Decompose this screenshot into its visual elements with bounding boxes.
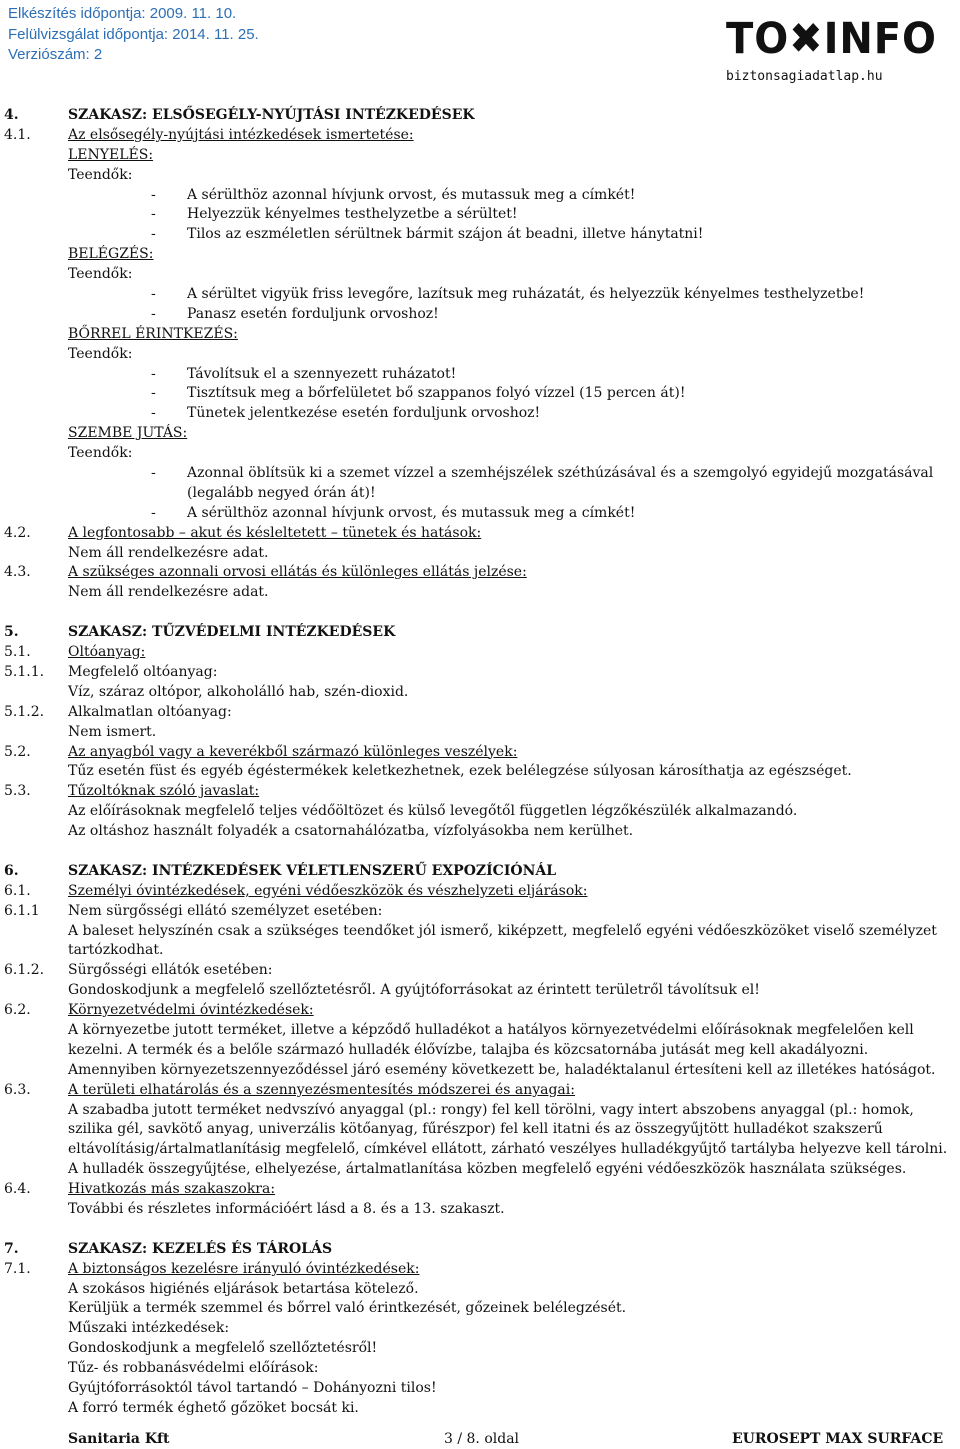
line-text: Kerüljük a termék szemmel és bőrrel való érintkezését, gőzeinek belélegzését. <box>68 1300 627 1317</box>
bullet-dash: - <box>151 206 156 223</box>
line-number: 6.1. <box>4 882 31 899</box>
line-text: Gondoskodjunk a megfelelő szellőztetésről. A gyújtóforrásokat az érintett területről távolítsuk el! <box>68 982 760 999</box>
line-text: Az oltáshoz használt folyadék a csatornahálózatba, vízfolyásokba nem kerülhet. <box>68 823 634 840</box>
line-text: Nem áll rendelkezésre adat. <box>68 544 269 561</box>
line-number: 5.2. <box>4 743 31 760</box>
text-line <box>0 723 960 743</box>
line-text: A baleset helyszínén csak a szükséges teendőket jól ismerő, kiképzett, megfelelő egyéni védőeszközöket viselő személyzet <box>68 922 937 939</box>
line-text: Az elsősegély-nyújtási intézkedések ismertetése: <box>68 126 414 143</box>
line-text: A sérülthöz azonnal hívjunk orvost, és mutassuk meg a címkét! <box>187 186 636 203</box>
text-line <box>0 583 960 603</box>
logo-subtitle: biztonsagiadatlap.hu <box>726 69 883 84</box>
line-text: Gyújtóforrásoktól távol tartandó – Dohányozni tilos! <box>68 1380 437 1396</box>
text-line <box>0 902 960 922</box>
line-text: A sérülthöz azonnal hívjunk orvost, és mutassuk meg a címkét! <box>187 504 636 521</box>
line-number: 6.2. <box>4 1002 31 1019</box>
blank-line <box>0 842 960 862</box>
line-text: Nem áll rendelkezésre adat. <box>68 584 269 601</box>
text-line <box>0 1200 960 1220</box>
text-line <box>0 762 960 782</box>
line-text: További és részletes információért lásd a 8. és a 13. szakaszt. <box>68 1200 505 1217</box>
text-line <box>0 683 960 703</box>
line-text: (legalább negyed órán át)! <box>187 484 376 501</box>
line-text: Teendők: <box>68 266 133 283</box>
line-number: 7.1. <box>4 1260 31 1277</box>
line-text: kezelni. A termék és a belőle származó hulladék élővízbe, talajba és közcsatornába jutását meg kell akadályozni. <box>68 1041 869 1058</box>
text-line <box>0 504 960 524</box>
section-heading <box>0 106 960 126</box>
text-line <box>0 384 960 404</box>
line-number: 5. <box>4 624 19 641</box>
text-line <box>0 941 960 961</box>
line-number: 5.1. <box>4 644 31 661</box>
footer-page-number: 3 / 8. oldal <box>444 1431 520 1447</box>
line-text: Helyezzük kényelmes testhelyzetbe a sérültet! <box>187 206 518 223</box>
text-line <box>0 1339 960 1359</box>
creation-date: Elkészítés időpontja: 2009. 11. 10. <box>8 5 237 22</box>
line-text: SZAKASZ: TŰZVÉDELMI INTÉZKEDÉSEK <box>68 624 396 641</box>
text-line <box>0 265 960 285</box>
text-line <box>0 166 960 186</box>
text-line <box>0 1061 960 1081</box>
blank-line <box>0 1220 960 1240</box>
text-line <box>0 464 960 484</box>
line-text: Tisztítsuk meg a bőrfelületet bő szappanos folyó vízzel (15 percen át)! <box>187 385 686 402</box>
document-meta <box>8 4 259 66</box>
bullet-dash: - <box>151 186 156 203</box>
text-line <box>0 146 960 166</box>
line-text: A sérültet vigyük friss levegőre, lazítsuk meg ruházatát, és helyezzük kényelmes testhelyzetbe! <box>187 286 865 303</box>
line-text: A biztonságos kezelésre irányuló óvintézkedések: <box>68 1260 420 1277</box>
bullet-dash: - <box>151 385 156 402</box>
line-text: Teendők: <box>68 345 133 362</box>
line-text: Környezetvédelmi óvintézkedések: <box>68 1002 314 1019</box>
line-text: szilika gél, savkötő anyag, univerzális kötőanyag, fűrészpor) fel kell itatni és az összegyűjtött hulladékot szakszerű <box>68 1121 883 1138</box>
text-line <box>0 1399 960 1419</box>
line-number: 4.2. <box>4 524 31 541</box>
line-text: Tilos az eszméletlen sérültnek bármit szájon át beadni, illetve hánytatni! <box>187 226 704 243</box>
version-number: Verziószám: 2 <box>8 46 103 63</box>
text-line <box>0 186 960 206</box>
bullet-dash: - <box>151 365 156 382</box>
line-text: Sürgősségi ellátók esetében: <box>68 962 273 979</box>
line-text: Az előírásoknak megfelelő teljes védőöltözet és külső levegőtől független légzőkészülék alkalmazandó. <box>68 803 798 820</box>
text-line <box>0 1001 960 1021</box>
line-text: Gondoskodjunk a megfelelő szellőztetésről! <box>68 1340 378 1357</box>
bullet-dash: - <box>151 465 156 482</box>
line-text: A szükséges azonnali orvosi ellátás és különleges ellátás jelzése: <box>68 564 527 581</box>
line-text: Alkalmatlan oltóanyag: <box>68 703 232 720</box>
line-text: A szabadba jutott terméket nedvszívó anyaggal (pl.: rongy) fel kell törölni, vagy intert abszobens anyaggal (pl.: homok, <box>68 1101 914 1118</box>
line-text: A szokásos higiénés eljárások betartása kötelező. <box>68 1280 419 1297</box>
line-text: Távolítsuk el a szennyezett ruházatot! <box>187 365 457 382</box>
line-text: Az anyagból vagy a keverékből származó különleges veszélyek: <box>68 743 518 760</box>
page-footer <box>0 1431 960 1449</box>
line-text: Oltóanyag: <box>68 644 146 661</box>
line-text: Nem ismert. <box>68 723 157 740</box>
section-heading <box>0 1240 960 1260</box>
line-text: Víz, száraz oltópor, alkoholálló hab, szén-dioxid. <box>68 683 409 700</box>
line-number: 6.4. <box>4 1181 31 1198</box>
text-line <box>0 444 960 464</box>
line-text: BŐRREL ÉRINTKEZÉS: <box>68 325 238 342</box>
text-line <box>0 1299 960 1319</box>
line-text: A területi elhatárolás és a szennyezésmentesítés módszerei és anyagai: <box>68 1081 575 1098</box>
text-line <box>0 743 960 763</box>
text-line <box>0 663 960 683</box>
line-number: 7. <box>4 1240 19 1257</box>
text-line <box>0 1280 960 1300</box>
text-line <box>0 1021 960 1041</box>
line-text: Teendők: <box>68 445 133 462</box>
logo-wordmark: TO✖INFO <box>726 14 937 64</box>
bullet-dash: - <box>151 504 156 521</box>
line-text: Hivatkozás más szakaszokra: <box>68 1181 276 1198</box>
text-line <box>0 1081 960 1101</box>
line-number: 4.3. <box>4 564 31 581</box>
text-line <box>0 1359 960 1379</box>
text-line <box>0 1120 960 1140</box>
line-number: 4. <box>4 107 19 123</box>
text-line <box>0 544 960 564</box>
line-number: 6.1.1 <box>4 902 40 919</box>
text-line <box>0 981 960 1001</box>
bullet-dash: - <box>151 305 156 322</box>
line-text: A hulladék összegyűjtése, elhelyezése, ártalmatlanítása közben megfelelő egyéni védőeszközök használata szükséges. <box>68 1161 907 1178</box>
text-line <box>0 305 960 325</box>
line-text: Tűz- és robbanásvédelmi előírások: <box>68 1360 319 1377</box>
line-text: Amennyiben környezetszennyeződéssel járó esemény következett be, haladéktalanul értesíteni kell az illetékes hatóságot. <box>68 1061 936 1078</box>
line-text: Tűz esetén füst és egyéb égéstermékek keletkezhetnek, ezek belélegzése súlyosan károsíthatja az egészséget. <box>68 763 852 780</box>
line-text: SZEMBE JUTÁS: <box>68 425 188 442</box>
line-text: SZAKASZ: ELSŐSEGÉLY-NYÚJTÁSI INTÉZKEDÉSEK <box>68 107 475 123</box>
section-heading <box>0 623 960 643</box>
footer-company: Sanitaria Kft <box>68 1431 170 1447</box>
bullet-dash: - <box>151 405 156 422</box>
text-line <box>0 563 960 583</box>
text-line <box>0 365 960 385</box>
line-text: A forró termék éghető gőzöket bocsát ki. <box>68 1399 359 1416</box>
text-line <box>0 961 960 981</box>
line-text: tartózkodhat. <box>68 942 164 959</box>
text-line <box>0 404 960 424</box>
text-line <box>0 1260 960 1280</box>
line-text: Nem sürgősségi ellátó személyzet esetében: <box>68 902 383 919</box>
line-text: BELÉGZÉS: <box>68 246 154 263</box>
line-number: 6. <box>4 862 19 879</box>
line-text: Panasz esetén forduljunk orvoshoz! <box>187 305 439 322</box>
line-number: 6.3. <box>4 1081 31 1098</box>
text-line <box>0 424 960 444</box>
text-line <box>0 345 960 365</box>
footer-product-name: EUROSEPT MAX SURFACE <box>732 1431 944 1447</box>
bullet-dash: - <box>151 286 156 303</box>
text-line <box>0 245 960 265</box>
document-body <box>0 106 960 1419</box>
toxinfo-logo <box>726 14 942 66</box>
text-line <box>0 285 960 305</box>
line-number: 6.1.2. <box>4 962 45 979</box>
section-heading <box>0 862 960 882</box>
text-line <box>0 1101 960 1121</box>
text-line <box>0 643 960 663</box>
text-line <box>0 782 960 802</box>
line-text: Megfelelő oltóanyag: <box>68 663 218 680</box>
line-text: A környezetbe jutott terméket, illetve a képződő hulladékot a hatályos környezetvédelmi előírásoknak megfelelően kell <box>68 1021 914 1038</box>
text-line <box>0 205 960 225</box>
text-line <box>0 1319 960 1339</box>
text-line <box>0 225 960 245</box>
text-line <box>0 1160 960 1180</box>
line-text: eltávolításig/ártalmatlanításig megfelelő, címkével ellátott, zárható veszélyes hulladékgyűjtő tartályba helyezve kell tárolni. <box>68 1141 948 1158</box>
line-text: SZAKASZ: KEZELÉS ÉS TÁROLÁS <box>68 1240 333 1257</box>
text-line <box>0 1140 960 1160</box>
text-line <box>0 1041 960 1061</box>
revision-date: Felülvizsgálat időpontja: 2014. 11. 25. <box>8 25 259 43</box>
line-number: 5.1.2. <box>4 703 45 720</box>
text-line <box>0 1379 960 1399</box>
bullet-dash: - <box>151 226 156 243</box>
line-number: 4.1. <box>4 126 31 143</box>
line-text: Azonnal öblítsük ki a szemet vízzel a szemhéjszélek széthúzásával és a szemgolyó egyidejű mozgatásával <box>187 465 934 482</box>
text-line <box>0 822 960 842</box>
text-line <box>0 524 960 544</box>
line-text: Tűzoltóknak szóló javaslat: <box>68 783 260 800</box>
line-text: Műszaki intézkedések: <box>68 1320 230 1337</box>
blank-line <box>0 603 960 623</box>
text-line <box>0 1180 960 1200</box>
line-number: 5.1.1. <box>4 663 45 680</box>
line-text: Teendők: <box>68 166 133 183</box>
text-line <box>0 802 960 822</box>
line-text: LENYELÉS: <box>68 146 154 163</box>
text-line <box>0 325 960 345</box>
line-text: A legfontosabb – akut és késleltetett – tünetek és hatások: <box>68 524 482 541</box>
text-line <box>0 882 960 902</box>
line-text: SZAKASZ: INTÉZKEDÉSEK VÉLETLENSZERŰ EXPOZÍCIÓNÁL <box>68 862 557 879</box>
text-line <box>0 922 960 942</box>
text-line <box>0 484 960 504</box>
text-line <box>0 126 960 146</box>
line-text: Tünetek jelentkezése esetén forduljunk orvoshoz! <box>187 405 541 422</box>
text-line <box>0 703 960 723</box>
line-number: 5.3. <box>4 783 31 800</box>
line-text: Személyi óvintézkedések, egyéni védőeszközök és vészhelyzeti eljárások: <box>68 882 588 899</box>
